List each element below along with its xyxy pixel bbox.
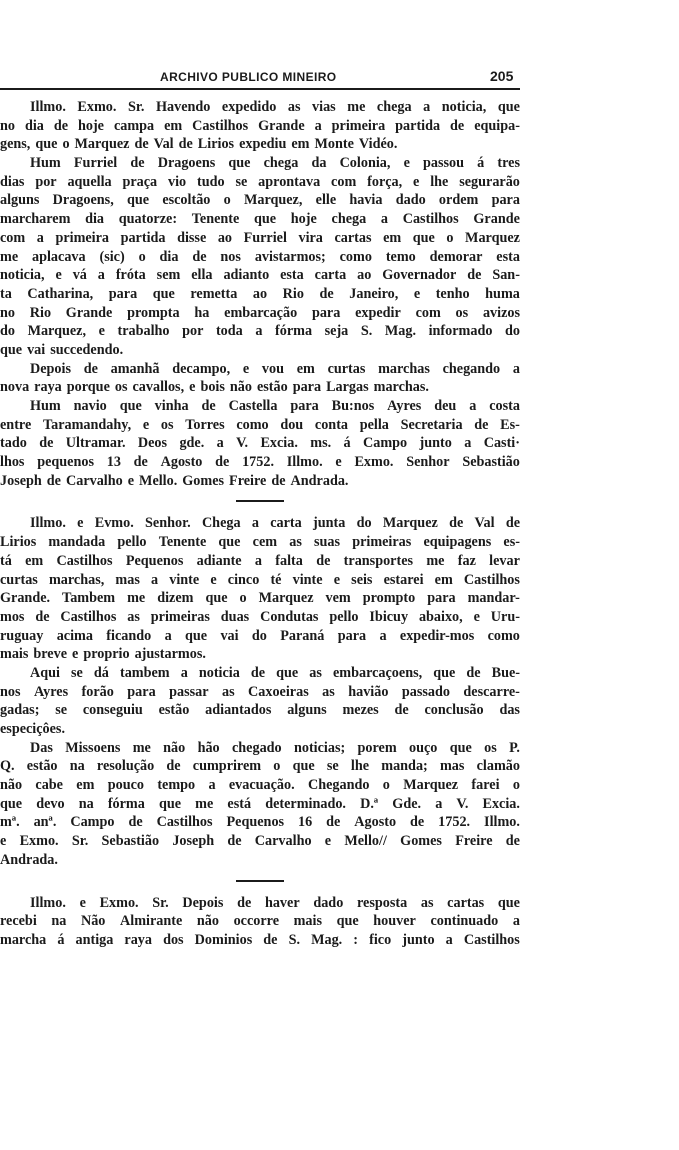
text-line: alguns Dragoens, que escoltão o Marquez, elle havia dado ordem para xyxy=(0,192,520,209)
text-line: Aqui se dá tambem a noticia de que as embarcaçoens, que de Bue- xyxy=(30,664,520,681)
text-line: mª. anª. Campo de Castilhos Pequenos 16 de Agosto de 1752. Illmo. xyxy=(0,814,520,831)
text-line: marcha á antiga raya dos Dominios de S. Mag. : fico junto a Castilhos xyxy=(0,931,520,948)
text-line: e Exmo. Sr. Sebastião Joseph de Carvalho e Mello// Gomes Freire de xyxy=(0,833,520,850)
text-line: que devo na fórma que me está determinado. D.ª Gde. a V. Excia. xyxy=(0,795,520,812)
letter-block xyxy=(0,514,520,869)
text-line: dias por aquella praça vio tudo se aprontava com força, e lhe segurarão xyxy=(0,173,520,190)
text-line: marcharem dia quatorze: Tenente que hoje chega a Castilhos Grande xyxy=(0,211,520,228)
text-line: tado de Ultramar. Deos gde. a V. Excia. ms. á Campo junto a Casti· xyxy=(0,435,520,452)
page-body xyxy=(0,98,520,950)
text-line: Hum Furriel de Dragoens que chega da Colonia, e passou á tres xyxy=(30,155,520,172)
text-line: nos Ayres forão para passar as Caxoeiras as havião passado descarre- xyxy=(0,683,520,700)
section-separator xyxy=(236,500,284,502)
text-line: Andrada. xyxy=(0,851,58,868)
letter-block xyxy=(0,98,520,490)
text-line: gadas; se conseguiu estão adiantados alguns mezes de conclusão das xyxy=(0,702,520,719)
text-line: especiçôes. xyxy=(0,721,66,737)
page-header xyxy=(0,68,530,88)
text-line: ta Catharina, para que remetta ao Rio de Janeiro, e tenho huma xyxy=(0,285,520,302)
text-line: Hum navio que vinha de Castella para Bu:nos Ayres deu a costa xyxy=(30,398,520,414)
text-line: do Marquez, e trabalho por toda a fórma seja S. Mag. informado do xyxy=(0,323,520,340)
text-line: nova raya porque os cavallos, e bois não estão para Largas marchas. xyxy=(0,379,429,396)
text-line: gens, que o Marquez de Val de Lirios expediu em Monte Vidéo. xyxy=(0,136,398,153)
letter-block xyxy=(0,894,520,950)
text-line: Q. estão na resolução de cumprirem o que se lhe manda; mas clamão xyxy=(0,758,520,775)
text-line: entre Taramandahy, e os Torres como dou conta pella Secretaria de Es- xyxy=(0,416,520,433)
text-line: me aplacava (sic) o dia de nos avistarmos; como temo demorar esta xyxy=(0,248,520,265)
text-line: tá em Castilhos Pequenos adiante a falta de transportes me faz levar xyxy=(0,552,520,569)
text-line: Illmo. e Evmo. Senhor. Chega a carta junta do Marquez de Val de xyxy=(30,515,520,532)
text-line: no Rio Grande prompta ha embarcação para expedir com os avizos xyxy=(0,304,520,321)
text-line: Grande. Tambem me dizem que o Marquez vem prompto para mandar- xyxy=(0,590,520,607)
text-line: não cabe em pouco tempo a evacuação. Chegando o Marquez farei o xyxy=(0,777,520,794)
text-line: curtas marchas, mas a vinte e cinco té vinte e seis estarei em Castilhos xyxy=(0,571,520,588)
text-line: que vai succedendo. xyxy=(0,341,124,358)
text-line: noticia, e vá a fróta sem ella adianto esta carta ao Governador de San- xyxy=(0,267,520,284)
running-head: ARCHIVO PUBLICO MINEIRO xyxy=(160,70,337,84)
text-line: Joseph de Carvalho e Mello. Gomes Freire de Andrada. xyxy=(0,472,349,489)
header-rule xyxy=(0,88,520,90)
text-line: lhos pequenos 13 de Agosto de 1752. Illmo. e Exmo. Senhor Sebastião xyxy=(0,454,520,471)
text-line: mos de Castilhos as primeiras duas Condutas pello Ibicuy abaixo, e Uru- xyxy=(0,608,520,625)
text-line: Das Missoens me não hão chegado noticias; porem ouço que os P. xyxy=(30,739,520,756)
text-line: Illmo. Exmo. Sr. Havendo expedido as vias me chega a noticia, que xyxy=(30,99,520,115)
text-line: recebi na Não Almirante não occorre mais que houver continuado a xyxy=(0,913,520,930)
text-line: no dia de hoje campa em Castilhos Grande a primeira partida de equipa- xyxy=(0,117,520,134)
section-separator xyxy=(236,880,284,882)
text-line: ruguay acima ficando a que vai do Paraná para a expedir-mos como xyxy=(0,627,520,644)
text-line: com a primeira partida disse ao Furriel vira cartas em que o Marquez xyxy=(0,229,520,246)
page-number: 205 xyxy=(490,68,514,84)
text-line: mais breve e proprio ajustarmos. xyxy=(0,646,206,663)
text-line: Illmo. e Exmo. Sr. Depois de haver dado resposta as cartas que xyxy=(30,894,520,911)
text-line: Depois de amanhã decampo, e vou em curtas marchas chegando a xyxy=(30,360,520,377)
text-line: Lirios mandada pello Tenente que cem as suas primeiras equipagens es- xyxy=(0,534,520,551)
